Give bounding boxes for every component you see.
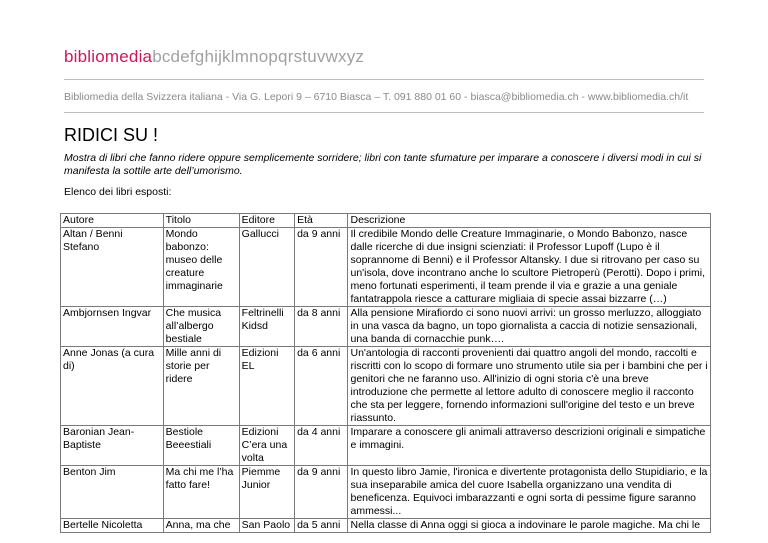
cell-descrizione: In questo libro Jamie, l'ironica e divertente protagonista dello Stupidiario, e la sua inseparabile amica del cuore Isabella organizzano una vendita di beneficenza. Equivoci imbarazzanti e ogni sorta di pessime figure saranno ammessi... xyxy=(348,466,711,519)
cell-autore: Benton Jim xyxy=(61,466,164,519)
cell-eta: da 4 anni xyxy=(295,426,348,466)
table-row xyxy=(61,347,711,426)
cell-titolo: Mondo babonzo: museo delle creature immaginarie xyxy=(163,228,239,307)
header-divider-bottom xyxy=(64,112,704,113)
table-row xyxy=(61,519,711,533)
cell-descrizione: Un'antologia di racconti provenienti dai quattro angoli del mondo, raccolti e riscritti con lo scopo di formare uno strumento utile sia per i bambini che per i genitori che ne faranno uso. All'inizio di ogni storia c'è una breve introduzione che permette al lettore adulto di conoscere meglio il racconto che sta per leggere, fornendo informazioni sull'origine del testo e un breve riassunto. xyxy=(348,347,711,426)
cell-titolo: Bestiole Beeestiali xyxy=(163,426,239,466)
header-descrizione: Descrizione xyxy=(348,214,711,228)
cell-descrizione: Il credibile Mondo delle Creature Immaginarie, o Mondo Babonzo, nasce dalle ricerche di due insigni scienziati: il Professor Lupoff (Lupo è il soprannome di Benni) e il Professor Altansky. I due si ritrovano per caso su un'isola, dove incontrano anche lo scultore Pietroperù (Perotti). Dopo i primi, meno fortunati esperimenti, il team prende il via e grazie a una geniale fantatrappola riesce a catturare migliaia di specie assai bizzarre (…) xyxy=(348,228,711,307)
header-eta: Età xyxy=(295,214,348,228)
cell-autore: Baronian Jean-Baptiste xyxy=(61,426,164,466)
cell-autore: Ambjornsen Ingvar xyxy=(61,307,164,347)
cell-editore: Edizioni C’era una volta xyxy=(239,426,294,466)
header-titolo: Titolo xyxy=(163,214,239,228)
cell-eta: da 9 anni xyxy=(295,228,348,307)
table-header-row xyxy=(61,214,711,228)
header-autore: Autore xyxy=(61,214,164,228)
cell-autore: Bertelle Nicoletta xyxy=(61,519,164,533)
list-heading: Elenco dei libri esposti: xyxy=(64,186,172,198)
header-editore: Editore xyxy=(239,214,294,228)
books-table xyxy=(60,213,711,533)
cell-descrizione: Nella classe di Anna oggi si gioca a indovinare le parole magiche. Ma chi le xyxy=(348,519,711,533)
page-title: RIDICI SU ! xyxy=(64,125,159,145)
cell-editore: Piemme Junior xyxy=(239,466,294,519)
cell-eta: da 9 anni xyxy=(295,466,348,519)
cell-descrizione: Imparare a conoscere gli animali attraverso descrizioni originali e simpatiche e immagini. xyxy=(348,426,711,466)
cell-titolo: Mille anni di storie per ridere xyxy=(163,347,239,426)
cell-editore: Gallucci xyxy=(239,228,294,307)
cell-titolo: Ma chi me l’ha fatto fare! xyxy=(163,466,239,519)
cell-eta: da 6 anni xyxy=(295,347,348,426)
logo-alphabet-text: bcdefghijklmnopqrstuvwxyz xyxy=(152,47,365,66)
cell-autore: Altan / Benni Stefano xyxy=(61,228,164,307)
table-row xyxy=(61,228,711,307)
cell-autore: Anne Jonas (a cura di) xyxy=(61,347,164,426)
cell-titolo: Che musica all’albergo bestiale xyxy=(163,307,239,347)
bibliomedia-logo xyxy=(64,47,364,67)
cell-editore: Feltrinelli Kidsd xyxy=(239,307,294,347)
cell-editore: San Paolo xyxy=(239,519,294,533)
cell-editore: Edizioni EL xyxy=(239,347,294,426)
table-row xyxy=(61,307,711,347)
logo-brand-text: bibliomedia xyxy=(64,47,153,66)
intro-text: Mostra di libri che fanno ridere oppure semplicemente sorridere; libri con tante sfumature per imparare a conoscere i diversi modi in cui si manifesta la sottile arte dell’umorismo. xyxy=(64,152,702,177)
cell-eta: da 5 anni xyxy=(295,519,348,533)
contact-address: Bibliomedia della Svizzera italiana - Via G. Lepori 9 – 6710 Biasca – T. 091 880 01 60 - biasca@bibliomedia.ch - www.bibliomedia.ch/it xyxy=(64,91,689,103)
table-row xyxy=(61,466,711,519)
header-divider-top xyxy=(64,79,704,80)
cell-eta: da 8 anni xyxy=(295,307,348,347)
cell-titolo: Anna, ma che xyxy=(163,519,239,533)
table-row xyxy=(61,426,711,466)
cell-descrizione: Alla pensione Mirafiordo ci sono nuovi arrivi: un grosso merluzzo, alloggiato in una vasca da bagno, un topo giornalista a caccia di notizie sensazionali, una banda di cornacchie punk…. xyxy=(348,307,711,347)
